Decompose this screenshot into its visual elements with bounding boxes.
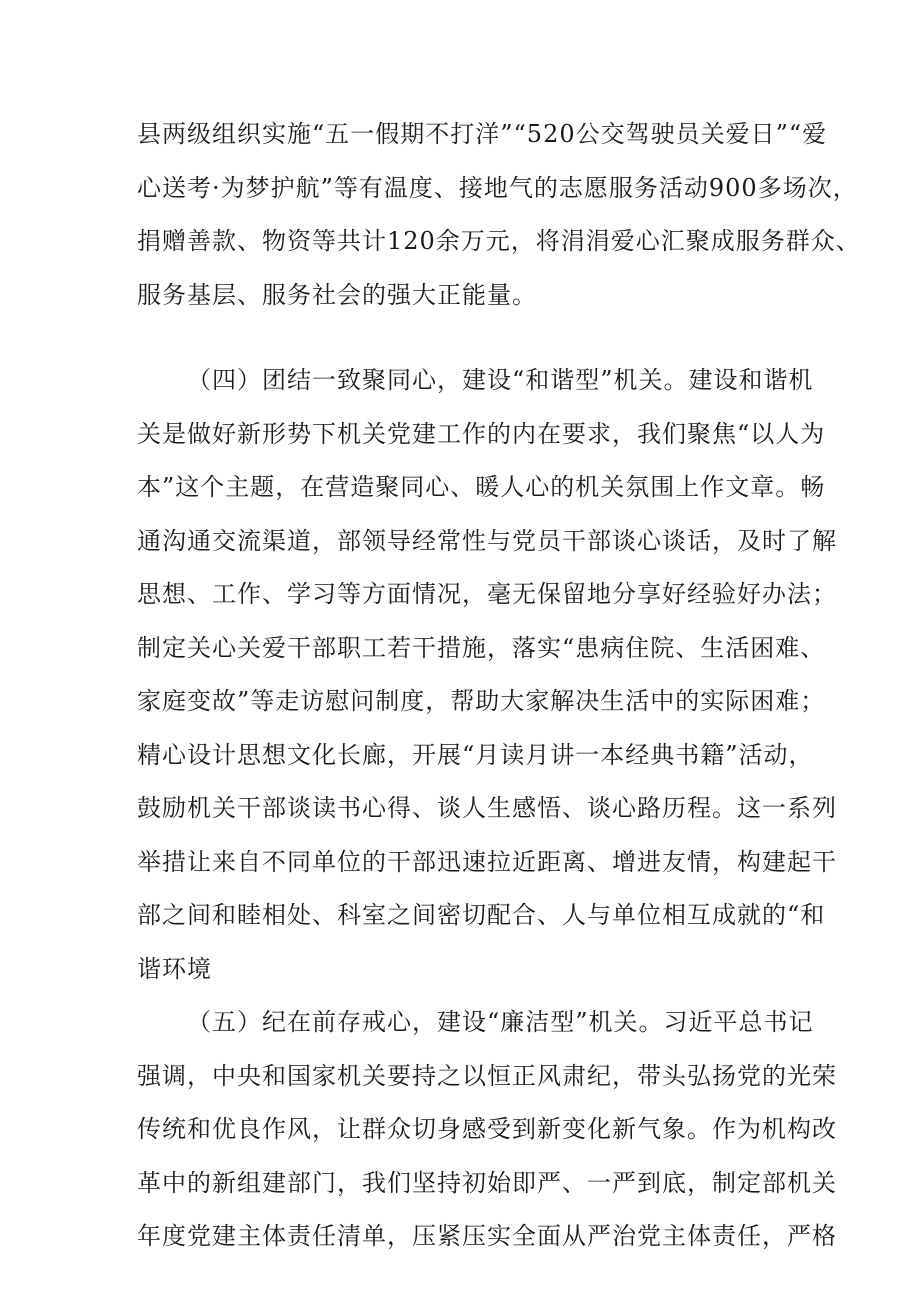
paragraph-3-line-5: 年度党建主体责任清单，压紧压实全面从严治党主体责任，严格 xyxy=(137,1222,837,1250)
paragraph-2-line-8: 精心设计思想文化长廊，开展“月读月讲一本经典书籍”活动， xyxy=(137,741,814,769)
paragraph-1-line-2: 心送考·为梦护航”等有温度、接地气的志愿服务活动900多场次， xyxy=(137,174,858,202)
paragraph-3-line-2: 强调，中央和国家机关要持之以恒正风肃纪，带头弘扬党的光荣 xyxy=(137,1062,837,1090)
paragraph-2-line-7: 家庭变故”等走访慰问制度，帮助大家解决生活中的实际困难； xyxy=(137,687,826,715)
paragraph-3-line-3: 传统和优良作风，让群众切身感受到新变化新气象。作为机构改 xyxy=(137,1115,837,1143)
paragraph-3-line-4: 革中的新组建部门，我们坚持初始即严、一严到底，制定部机关 xyxy=(137,1169,837,1197)
paragraph-1-line-4: 服务基层、服务社会的强大正能量。 xyxy=(137,281,537,309)
paragraph-2-line-2: 关是做好新形势下机关党建工作的内在要求，我们聚焦“以人为 xyxy=(137,420,826,448)
paragraph-3-line-1: （五）纪在前存戒心，建设“廉洁型”机关。习近平总书记 xyxy=(187,1008,814,1036)
paragraph-2-line-11: 部之间和睦相处、科室之间密切配合、人与单位相互成就的“和 xyxy=(137,901,826,929)
paragraph-2-line-6: 制定关心关爱干部职工若干措施，落实“患病住院、生活困难、 xyxy=(137,634,826,662)
paragraph-2-line-5: 思想、工作、学习等方面情况，毫无保留地分享好经验好办法； xyxy=(137,580,837,608)
paragraph-2-line-4: 通沟通交流渠道，部领导经常性与党员干部谈心谈话，及时了解 xyxy=(137,527,837,555)
paragraph-2-line-10: 举措让来自不同单位的干部迅速拉近距离、增进友情，构建起干 xyxy=(137,848,837,876)
paragraph-2-line-12: 谐环境 xyxy=(137,955,212,983)
paragraph-1-line-3: 捐赠善款、物资等共计120余万元，将涓涓爱心汇聚成服务群众、 xyxy=(137,227,861,255)
paragraph-2-line-3: 本”这个主题，在营造聚同心、暖人心的机关氛围上作文章。畅 xyxy=(137,473,826,501)
paragraph-2-line-9: 鼓励机关干部谈读书心得、谈人生感悟、谈心路历程。这一系列 xyxy=(137,794,837,822)
paragraph-2-line-1: （四）团结一致聚同心，建设“和谐型”机关。建设和谐机 xyxy=(187,366,814,394)
paragraph-1-line-1: 县两级组织实施“五一假期不打洋”“520公交驾驶员关爱日”“爱 xyxy=(137,120,828,148)
